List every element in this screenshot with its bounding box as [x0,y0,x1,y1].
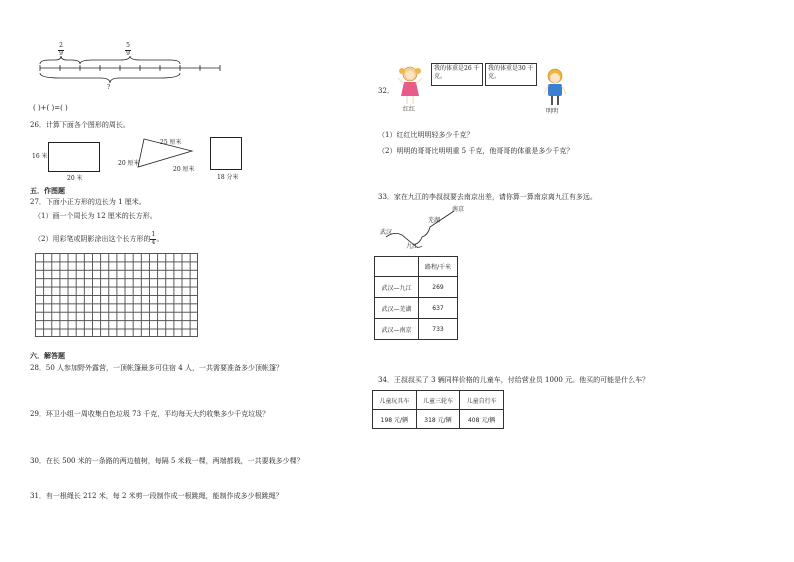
q33-header-blank [375,257,419,277]
fraction-2-9: 2 9 [59,42,63,57]
number-line-svg [30,55,230,87]
q34-price-toy-car: 198 元/辆 [373,410,417,429]
q33-row3-route: 武汉—南京 [375,319,419,340]
fraction-5-9: 5 9 [126,42,130,57]
fraction-expression: ( )+( )=( ) [33,104,68,112]
q33-row2-km: 637 [419,298,458,319]
q34-text: 34．王叔叔买了 3 辆同样价格的儿童车，付给营业员 1000 元。他买的可能是什么车？ [378,376,650,384]
q34-price-bicycle: 408 元/辆 [460,410,504,429]
q27-text: 27．下面小正方形的边长为 1 厘米。 [30,198,146,206]
girl-speech-bubble: 我的体重是26 千克。 [431,63,483,86]
girl-figure-icon [396,64,424,106]
q26-rect-left-label: 16 米 [32,153,48,160]
q31-text: 31．有一根绳长 212 米，每 2 米剪一段制作成一根跳绳，能制作成多少根跳绳？ [30,492,283,500]
q29-text: 29．环卫小组一周收集白色垃圾 73 千克，平均每天大约收集多少千克垃圾？ [30,410,270,418]
q33-header-distance: 路程/千米 [419,257,458,277]
q33-row2-route: 武汉—芜湖 [375,298,419,319]
q33-distance-table [374,256,458,340]
q26-tri-top-label: 25 厘米 [160,139,182,146]
q33-row3-km: 733 [419,319,458,340]
map-wuhan: 武汉 [380,229,393,236]
q26-text: 26．计算下面各个图形的周长。 [30,121,130,129]
q34-header-toy-car: 儿童玩具车 [373,391,417,410]
girl-name: 红红 [403,106,416,113]
boy-name: 明明 [546,108,559,115]
map-jiujiang: 九江 [406,243,419,250]
q26-square [210,137,242,170]
q26-tri-bottom-label: 20 厘米 [173,166,195,173]
q33-row1-route: 武汉—九江 [375,277,419,298]
q26-rectangle [48,142,100,172]
boy-figure-icon [541,66,569,108]
q26-rect-bottom-label: 20 米 [67,175,83,182]
q32-sub2: （2）明明的哥哥比明明重 5 千克，他哥哥的体重是多少千克？ [378,147,574,155]
q27-square-grid[interactable] [35,253,198,337]
q32-number: 32． [378,87,394,95]
map-nanjing: 南京 [452,206,465,213]
q34-price-table [372,390,504,429]
q32-sub1: （1）红红比明明轻多少千克？ [378,131,474,139]
q33-text: 33．家在九江的李叔叔要去南京出差，请你算一算南京离九江有多远。 [378,193,597,201]
section6-title: 六．解答题 [30,351,65,360]
q30-text: 30．在长 500 米的一条路的两边植树，每隔 5 米栽一棵，两端都栽，一共要栽多少棵？ [30,457,304,465]
q33-row1-km: 269 [419,277,458,298]
q34-price-tricycle: 318 元/辆 [416,410,460,429]
q26-square-label: 18 分米 [217,174,239,181]
boy-speech-bubble: 我的体重是30 千克。 [485,63,537,86]
q34-header-bicycle: 儿童自行车 [460,391,504,410]
section5-title: 五．作图题 [30,186,65,195]
q34-header-tricycle: 儿童三轮车 [416,391,460,410]
q27-sub2: （2）用彩笔或阴影涂出这个长方形的 $\frac{1}{4}$ 。 [34,231,164,246]
q26-tri-left-label: 20 厘米 [118,160,140,167]
q27-sub1: （1）画一个周长为 12 厘米的长方形。 [34,212,157,220]
question-mark: ? [107,84,111,91]
map-wuhu: 芜湖 [428,217,441,224]
q28-text: 28．50 人参加野外露营，一顶帐篷最多可住宿 4 人，一共需要准备多少顶帐篷？ [30,364,283,372]
